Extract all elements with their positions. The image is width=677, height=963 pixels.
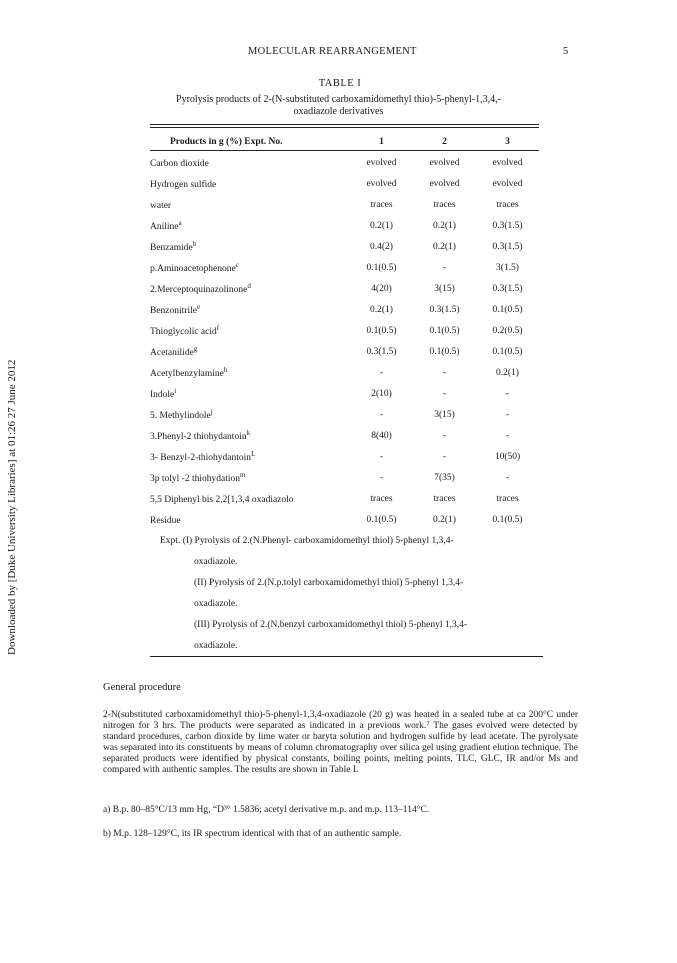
general-procedure-paragraph: 2-N(substituted carboxamidomethyl thio)-5-phenyl-1,3,4-oxadiazole (20 g) was heated in a sealed tube at ca 200°C under nitrogen for 3 hrs. The products were separated as indicated in a previous work.⁷ The gases evolved were detected by standard procedures, carbon dioxide by lime water or baryta solution and hydrogen sulfide by lead acetate. The pyrolysate was separated into its constituents by means of column chromatography over silica gel using gradient elution technique. The separated products were identified by physical constants, boiling points, melting points, TLC, GLC, IR and/or Ms and compared with authentic samples. The results are shown in Table I. xyxy=(103,710,578,775)
table-row xyxy=(150,509,539,530)
value-cell-expt-1: evolved xyxy=(366,178,397,189)
product-footnote-marker: a xyxy=(178,219,182,227)
value-cell-expt-1: 4(20) xyxy=(371,283,392,294)
note-expt-2-cont: oxadiazole. xyxy=(194,599,238,609)
product-footnote-marker: m xyxy=(239,471,246,479)
product-name: 5. Methylindole xyxy=(150,411,211,421)
product-name-cell xyxy=(150,425,350,446)
value-cell-expt-2: traces xyxy=(433,493,456,504)
value-cell-expt-1: - xyxy=(379,451,384,462)
value-cell-expt-3: 10(50) xyxy=(494,451,521,462)
product-name-cell xyxy=(150,341,350,362)
pyrolysis-table xyxy=(150,131,539,530)
value-cell-expt-1: traces xyxy=(370,493,393,504)
product-footnote-marker: g xyxy=(193,345,198,353)
value-cell-expt-2: 0.3(1.5) xyxy=(429,304,460,315)
value-cell-expt-3: 0.3(1.5) xyxy=(492,241,523,252)
product-name: Acetylbenzylamine xyxy=(150,369,224,379)
running-head xyxy=(0,46,677,60)
value-cell-expt-3: 0.3(1.5) xyxy=(492,220,523,231)
value-cell-expt-2: - xyxy=(442,262,447,273)
value-cell-expt-2: - xyxy=(442,367,447,378)
value-cell-expt-1: 2(10) xyxy=(371,388,392,399)
note-expt-3: (III) Pyrolysis of 2.(N.benzyl carboxamidomethyl thiol) 5-phenyl 1,3,4- xyxy=(194,620,468,630)
table-row xyxy=(150,446,539,467)
value-cell-expt-3: evolved xyxy=(492,157,523,168)
value-cell-expt-2: - xyxy=(442,430,447,441)
table-row xyxy=(150,215,539,236)
table-row xyxy=(150,278,539,299)
value-cell-expt-1: 0.1(0.5) xyxy=(366,514,397,525)
product-name-cell xyxy=(150,215,350,236)
product-name: Aniline xyxy=(150,222,179,232)
value-cell-expt-3: - xyxy=(505,430,510,441)
table-row xyxy=(150,467,539,488)
header-expt-3: 3 xyxy=(505,136,510,147)
value-cell-expt-1: 0.4(2) xyxy=(370,241,393,252)
product-name-cell xyxy=(150,467,350,488)
value-cell-expt-2: 7(35) xyxy=(434,472,455,483)
header-expt-1: 1 xyxy=(379,136,384,147)
product-name-cell xyxy=(150,488,350,509)
product-name: Thioglycolic acid xyxy=(150,327,217,337)
value-cell-expt-3: evolved xyxy=(492,178,523,189)
note-expt-1: Expt. (I) Pyrolysis of 2.(N.Phenyl- carboxamidomethyl thiol) 5-phenyl 1,3,4- xyxy=(160,536,454,546)
table-row xyxy=(150,194,539,215)
value-cell-expt-2: - xyxy=(442,451,447,462)
value-cell-expt-1: - xyxy=(379,472,384,483)
product-name-cell xyxy=(150,362,350,383)
table-row xyxy=(150,257,539,278)
value-cell-expt-2: evolved xyxy=(429,157,460,168)
product-name-cell xyxy=(150,194,350,215)
table-row xyxy=(150,383,539,404)
product-name-cell xyxy=(150,509,350,530)
table-top-rule-2 xyxy=(150,127,539,128)
table-row xyxy=(150,152,539,173)
product-name: 3p tolyl -2 thiohydation xyxy=(150,474,240,484)
product-name: Carbon dioxide xyxy=(150,159,209,169)
product-footnote-marker: d xyxy=(247,282,251,290)
value-cell-expt-3: - xyxy=(505,472,510,483)
product-name: Hydrogen sulfide xyxy=(150,180,217,190)
value-cell-expt-3: traces xyxy=(496,493,519,504)
value-cell-expt-2: 0.2(1) xyxy=(433,514,456,525)
value-cell-expt-1: 0.3(1.5) xyxy=(366,346,397,357)
value-cell-expt-2: traces xyxy=(433,199,456,210)
product-footnote-marker: c xyxy=(235,261,239,269)
product-name: Residue xyxy=(150,516,181,526)
note-expt-2: (II) Pyrolysis of 2.(N.p.tolyl carboxamidomethyl thiol) 5-phenyl 1,3,4- xyxy=(194,578,464,588)
footnote-b: b) M.p. 128–129°C, its IR spectrum identical with that of an authentic sample. xyxy=(103,829,402,839)
table-caption-line2: oxadiazole derivatives xyxy=(293,106,384,117)
product-footnote-marker: h xyxy=(223,366,228,374)
product-name: Benzonitrile xyxy=(150,306,197,316)
table-notes xyxy=(160,531,540,657)
table-row xyxy=(150,488,539,509)
table-top-rule xyxy=(150,124,539,125)
value-cell-expt-2: evolved xyxy=(429,178,460,189)
product-footnote-marker: k xyxy=(246,429,251,437)
value-cell-expt-3: 3(1.5) xyxy=(496,262,519,273)
table-title: TABLE I xyxy=(318,78,362,89)
product-footnote-marker: i xyxy=(174,387,177,395)
value-cell-expt-1: 0.2(1) xyxy=(370,220,393,231)
value-cell-expt-2: 3(15) xyxy=(434,283,455,294)
product-name: 3.Phenyl-2 thiohydantoin xyxy=(150,432,247,442)
value-cell-expt-1: 0.1(0.5) xyxy=(366,262,397,273)
product-name-cell xyxy=(150,404,350,425)
table-bottom-rule xyxy=(150,656,543,657)
page-number: 5 xyxy=(563,46,569,57)
value-cell-expt-2: - xyxy=(442,388,447,399)
value-cell-expt-1: - xyxy=(379,409,384,420)
value-cell-expt-3: 0.2(0.5) xyxy=(492,325,523,336)
product-name-cell xyxy=(150,299,350,320)
product-name-cell xyxy=(150,173,350,194)
product-name-cell xyxy=(150,236,350,257)
table-caption xyxy=(100,94,577,118)
value-cell-expt-1: evolved xyxy=(366,157,397,168)
value-cell-expt-1: traces xyxy=(370,199,393,210)
product-footnote-marker: f xyxy=(216,324,220,332)
product-name-cell xyxy=(150,257,350,278)
product-footnote-marker: j xyxy=(210,408,213,416)
table-caption-line1: Pyrolysis products of 2-(N-substituted carboxamidomethyl thio)-5-phenyl-1,3,4,- xyxy=(176,94,501,105)
table-header-row xyxy=(150,131,539,152)
header-products: Products in g (%) Expt. No. xyxy=(170,136,283,147)
product-footnote-marker: e xyxy=(196,303,201,311)
product-name-cell xyxy=(150,383,350,404)
product-name: 3- Benzyl-2-thiohydantoin xyxy=(150,453,252,463)
value-cell-expt-2: 0.2(1) xyxy=(433,220,456,231)
value-cell-expt-1: 0.1(0.5) xyxy=(366,325,397,336)
table-row xyxy=(150,320,539,341)
value-cell-expt-2: 0.2(1) xyxy=(433,241,456,252)
product-footnote-marker: L xyxy=(251,450,256,458)
value-cell-expt-3: traces xyxy=(496,199,519,210)
table-row xyxy=(150,341,539,362)
product-name-cell xyxy=(150,278,350,299)
running-head-title: MOLECULAR REARRANGEMENT xyxy=(248,46,417,57)
product-name: 5,5 Diphenyl bis 2,2[1,3,4 oxadiazolo xyxy=(150,495,294,505)
table-body xyxy=(150,152,539,530)
value-cell-expt-2: 0.1(0.5) xyxy=(429,346,460,357)
download-note: Downloaded by [Duke University Libraries] at 01:26 27 June 2012 xyxy=(6,359,18,655)
value-cell-expt-3: 0.1(0.5) xyxy=(492,346,523,357)
product-name: Indole xyxy=(150,390,175,400)
value-cell-expt-3: 0.2(1) xyxy=(496,367,519,378)
note-expt-1-cont: oxadiazole. xyxy=(194,557,238,567)
product-name-cell xyxy=(150,152,350,173)
table-row xyxy=(150,362,539,383)
note-expt-3-cont: oxadiazole. xyxy=(194,641,238,651)
value-cell-expt-1: 8(40) xyxy=(371,430,392,441)
table-row xyxy=(150,173,539,194)
table-row xyxy=(150,236,539,257)
value-cell-expt-3: 0.1(0.5) xyxy=(492,514,523,525)
value-cell-expt-2: 0.1(0.5) xyxy=(429,325,460,336)
product-name: 2.Merceptoquinazolinone xyxy=(150,285,248,295)
product-name-cell xyxy=(150,446,350,467)
product-footnote-marker: b xyxy=(192,240,197,248)
value-cell-expt-3: - xyxy=(505,409,510,420)
header-expt-2: 2 xyxy=(442,136,447,147)
product-name: Benzamide xyxy=(150,243,193,253)
product-name: water xyxy=(150,201,172,211)
value-cell-expt-3: 0.1(0.5) xyxy=(492,304,523,315)
section-heading: General procedure xyxy=(103,682,181,693)
product-name-cell xyxy=(150,320,350,341)
product-name: p.Aminoacetophenone xyxy=(150,264,236,274)
table-row xyxy=(150,299,539,320)
footnote-a: a) B.p. 80–85°C/13 mm Hg, “D³° 1.5836; acetyl derivative m.p. and m.p. 113–114°C. xyxy=(103,805,430,815)
value-cell-expt-3: - xyxy=(505,388,510,399)
table-row xyxy=(150,404,539,425)
product-name: Acetanilide xyxy=(150,348,194,358)
value-cell-expt-1: - xyxy=(379,367,384,378)
value-cell-expt-3: 0.3(1.5) xyxy=(492,283,523,294)
table-row xyxy=(150,425,539,446)
value-cell-expt-2: 3(15) xyxy=(434,409,455,420)
value-cell-expt-1: 0.2(1) xyxy=(370,304,393,315)
